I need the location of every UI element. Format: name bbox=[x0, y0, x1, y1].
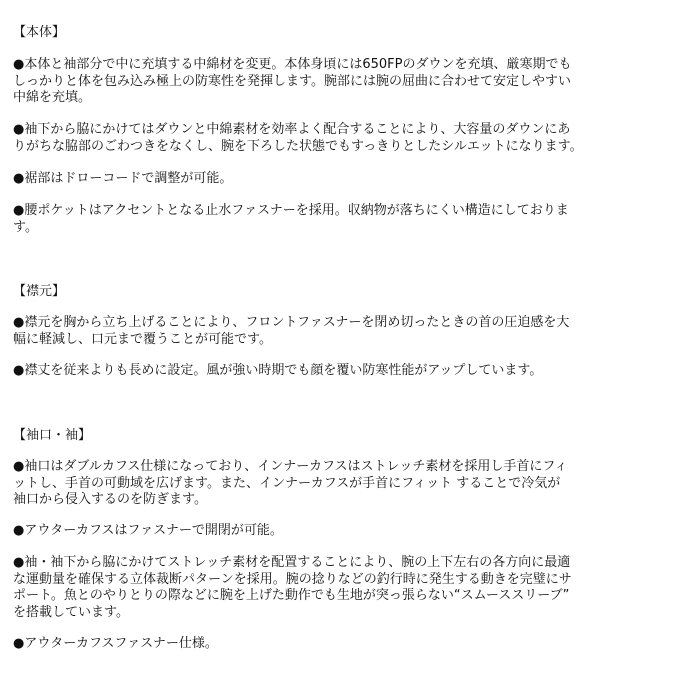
text-line: を搭載しています。 bbox=[13, 604, 129, 620]
section-heading-body: 【本体】 bbox=[13, 25, 66, 40]
paragraph-pocket bbox=[13, 203, 669, 236]
text-line: す。 bbox=[13, 219, 38, 235]
text-line: ●本体と袖部分で中に充填する中綿材を変更。本体身頃には650FPのダウンを充填、厳寒期でも bbox=[13, 57, 572, 72]
paragraph-outer-cuff bbox=[13, 523, 669, 540]
paragraph-filling bbox=[13, 57, 669, 107]
text-line: ●アウターカフスファスナー仕様。 bbox=[13, 636, 218, 651]
text-line: ●襟丈を従来よりも長めに設定。風が強い時期でも顔を覆い防寒性能がアップしています。 bbox=[13, 363, 543, 378]
text-line: 中綿を充填。 bbox=[13, 90, 92, 105]
text-line: 幅に軽減し、口元まで覆うことが可能です。 bbox=[13, 331, 272, 347]
text-line: ●襟元を胸から立ち上げることにより、フロントファスナーを閉め切ったときの首の圧迫感を大 bbox=[13, 315, 570, 330]
paragraph-collar-length bbox=[13, 363, 669, 380]
paragraph-underarm bbox=[13, 122, 669, 155]
paragraph-collar-rise bbox=[13, 315, 669, 348]
text-line: ●アウターカフスはファスナーで開閉が可能。 bbox=[13, 523, 283, 538]
paragraph-smooth-sleeve bbox=[13, 555, 669, 621]
paragraph-hem bbox=[13, 171, 669, 188]
text-line: ●腰ポケットはアクセントとなる止水ファスナーを採用。収納物が落ちにくい構造にしておりま bbox=[13, 203, 569, 218]
text-line: りがちな脇部のごわつきをなくし、腕を下ろした状態でもすっきりとしたシルエットになります。 bbox=[13, 138, 583, 154]
section-heading-collar: 【襟元】 bbox=[13, 284, 66, 299]
text-line: ●裾部はドローコードで調整が可能。 bbox=[13, 171, 233, 186]
text-line: しっかりと体を包み込み極上の防寒性を発揮します。腕部には腕の屈曲に合わせて安定しやすい bbox=[13, 73, 571, 89]
text-line: な運動量を確保する立体裁断パターンを採用。腕の捻りなどの釣行時に発生する動きを完璧にサ bbox=[13, 571, 572, 587]
paragraph-outer-cuff-zipper bbox=[13, 636, 669, 653]
text-line: 袖口から侵入するのを防ぎます。 bbox=[13, 492, 207, 507]
paragraph-double-cuff bbox=[13, 459, 669, 509]
text-line: ●袖口はダブルカフス仕様になっており、インナーカフスはストレッチ素材を採用し手首にフィ bbox=[13, 459, 568, 474]
section-heading-cuff-sleeve: 【袖口・袖】 bbox=[13, 428, 92, 443]
text-line: ットし、手首の可動域を広げます。また、インナーカフスが手首にフィット することで冷気が bbox=[13, 475, 561, 491]
text-line: ●袖・袖下から脇にかけてストレッチ素材を配置することにより、腕の上下左右の各方向に最適 bbox=[13, 555, 571, 570]
text-line: ●袖下から脇にかけてはダウンと中綿素材を効率よく配合することにより、大容量のダウンにあ bbox=[13, 122, 571, 137]
text-line: ポート。魚とのやりとりの際などに腕を上げた動作でも生地が突っ張らない“スムーススリーブ” bbox=[13, 588, 570, 603]
